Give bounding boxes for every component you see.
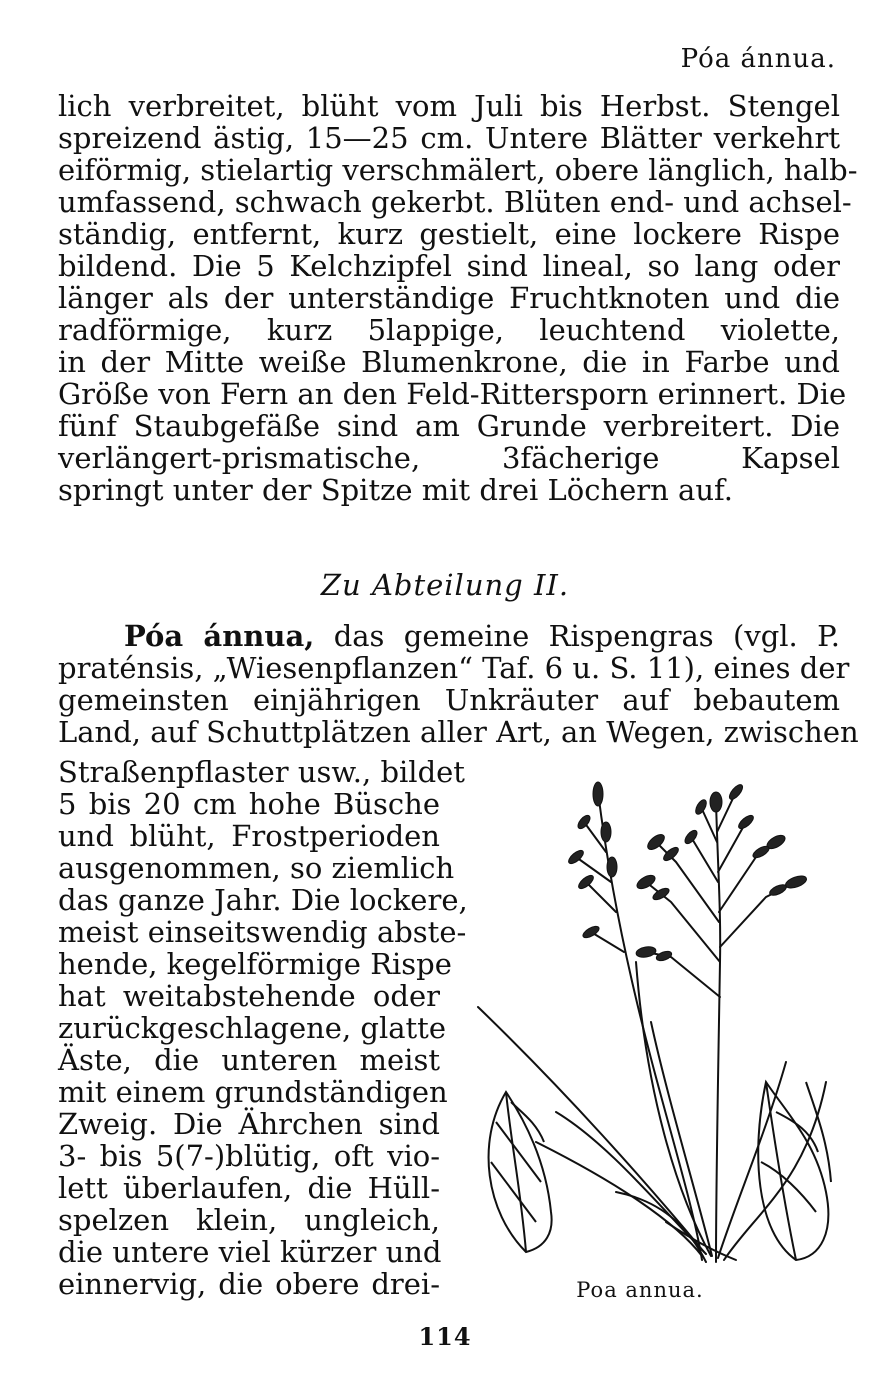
text-line: eiförmig, stielartig verschmälert, obere länglich, halb- (58, 153, 858, 187)
text-line: gemeinsten einjährigen Unkräuter auf bebautem (58, 683, 840, 717)
section-heading: Zu Abteilung II. (320, 568, 570, 602)
text-line: lett überlaufen, die Hüll- (58, 1171, 440, 1205)
paragraph-continuation (58, 89, 858, 507)
text-line: ausgenommen, so ziemlich (58, 851, 455, 885)
text-line: springt unter der Spitze mit drei Löchern auf. (58, 473, 733, 507)
text-line: meist einseitswendig abste- (58, 915, 467, 949)
text-line: Äste, die unteren meist (58, 1043, 440, 1077)
text-line: spreizend ästig, 15—25 cm. Untere Blätter verkehrt (58, 121, 840, 155)
text-line: einnervig, die obere drei- (58, 1267, 440, 1301)
text-line: 3- bis 5(7-)blütig, oft vio- (58, 1139, 440, 1173)
text-line: Straßenpflaster usw., bildet (58, 755, 465, 789)
text-line: zurückgeschlagene, glatte (58, 1011, 447, 1045)
text-line: fünf Staubgefäße sind am Grunde verbreitert. Die (58, 409, 840, 443)
text-line: hat weitabstehende oder (58, 979, 440, 1013)
text-line: ständig, entfernt, kurz gestielt, eine lockere Rispe (58, 217, 840, 251)
text-line: und blüht, Frostperioden (58, 819, 440, 853)
text-line: praténsis, „Wiesenpflanzen“ Taf. 6 u. S. 11), eines der (58, 651, 850, 685)
species-name: Póa ánnua, (124, 619, 315, 653)
text-line: hende, kegelförmige Rispe (58, 947, 452, 981)
text-line: das ganze Jahr. Die lockere, (58, 883, 468, 917)
page-number: 114 (418, 1322, 472, 1351)
text-line: die untere viel kürzer und (58, 1235, 442, 1269)
text-fragment: das gemeine Rispengras (vgl. P. (314, 619, 840, 653)
text-line: länger als der unterständige Fruchtknoten und die (58, 281, 840, 315)
narrow-column-text (58, 755, 468, 1301)
text-line: umfassend, schwach gekerbt. Blüten end- und achsel- (58, 185, 852, 219)
text-line: radförmige, kurz 5lappige, leuchtend violette, (58, 313, 840, 347)
text-line: 5 bis 20 cm hohe Büsche (58, 787, 440, 821)
paragraph-poa-annua (58, 619, 859, 749)
figure-caption: Poa annua. (576, 1278, 704, 1302)
running-head: Póa ánnua. (680, 44, 836, 74)
text-line: Zweig. Die Ährchen sind (58, 1107, 440, 1141)
text-line: in der Mitte weiße Blumenkrone, die in Farbe und (58, 345, 840, 379)
text-line: mit einem grundständigen (58, 1075, 448, 1109)
text-line: bildend. Die 5 Kelchzipfel sind lineal, so lang oder (58, 249, 840, 283)
text-line: Größe von Fern an den Feld-Rittersporn erinnert. Die (58, 377, 847, 411)
text-line: lich verbreitet, blüht vom Juli bis Herbst. Stengel (58, 89, 840, 123)
text-line: spelzen klein, ungleich, (58, 1203, 440, 1237)
text-line: Land, auf Schuttplätzen aller Art, an Wegen, zwischen (58, 715, 859, 749)
grass-plant-illustration (466, 762, 846, 1272)
text-line: verlängert-prismatische, 3fächerige Kapsel (58, 441, 840, 475)
text-line (58, 620, 840, 652)
